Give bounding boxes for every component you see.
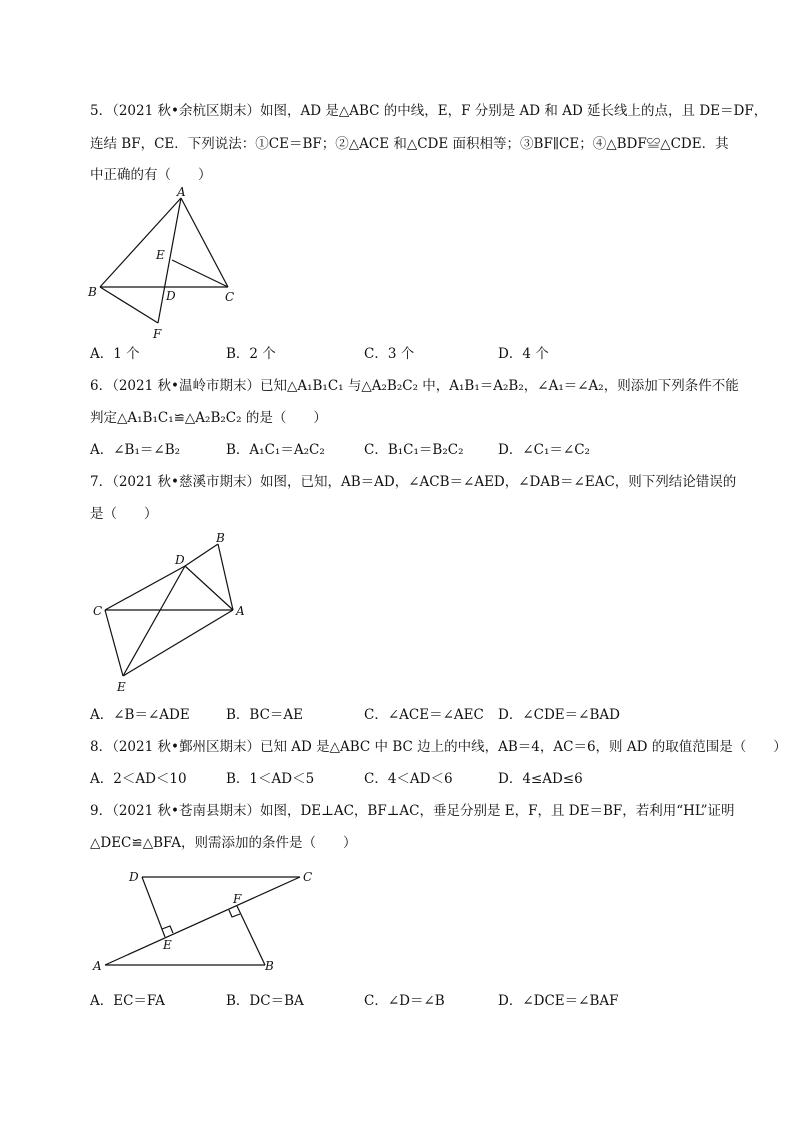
q9-text-line1: 9．（2021 秋•苍南县期末）如图，DE⊥AC，BF⊥AC，垂足分别是 E，F，且 DE＝BF，若利用“HL”证明 — [90, 803, 735, 819]
q7-segment-ea — [123, 610, 233, 676]
q5-segment-ab — [100, 198, 181, 287]
q9-label-b: B — [265, 959, 274, 973]
q5-segment-bf — [100, 287, 158, 323]
q9-option-a[interactable]: A．EC＝FA — [90, 993, 165, 1009]
q5-option-c[interactable]: C．3 个 — [364, 346, 415, 362]
q7-label-c: C — [93, 604, 103, 618]
q7-segment-da — [185, 566, 233, 610]
q9-option-d[interactable]: D．∠DCE＝∠BAF — [498, 993, 619, 1009]
q9-label-a: A — [93, 959, 102, 973]
q6-option-d[interactable]: D．∠C₁＝∠C₂ — [498, 442, 590, 458]
q5-label-f: F — [153, 327, 162, 341]
q5-label-e: E — [156, 248, 165, 262]
q9-figure — [85, 862, 325, 982]
q8-text-line1: 8．（2021 秋•鄞州区期末）已知 AD 是△ABC 中 BC 边上的中线，AB＝4，AC＝6，则 AD 的取值范围是（ ） — [90, 739, 787, 755]
q9-segment-de — [142, 877, 165, 937]
q8-option-b[interactable]: B．1＜AD＜5 — [226, 771, 315, 787]
q7-option-d[interactable]: D．∠CDE＝∠BAD — [498, 707, 620, 723]
q9-segment-fb — [237, 906, 265, 965]
q9-option-c[interactable]: C．∠D＝∠B — [364, 993, 445, 1009]
q5-segment-ac — [181, 198, 228, 287]
q7-label-d: D — [175, 553, 185, 567]
q9-label-f: F — [233, 892, 242, 906]
q8-option-d[interactable]: D．4≤AD≤6 — [498, 771, 583, 787]
q7-label-b: B — [216, 531, 225, 545]
q5-option-a[interactable]: A．1 个 — [90, 346, 140, 362]
q9-segment-ac — [105, 877, 300, 965]
q5-text-line2: 连结 BF，CE．下列说法：①CE＝BF；②△ACE 和△CDE 面积相等；③BF∥CE；④△BDF≌△CDE．其 — [90, 136, 729, 152]
q7-segment-ce — [105, 610, 123, 676]
q6-option-a[interactable]: A．∠B₁＝∠B₂ — [90, 442, 181, 458]
q7-text-line1: 7．（2021 秋•慈溪市期末）如图，已知，AB＝AD，∠ACB＝∠AED，∠DAB＝∠EAC，则下列结论错误的 — [90, 474, 737, 490]
q8-option-a[interactable]: A．2＜AD＜10 — [90, 771, 187, 787]
q5-option-b[interactable]: B．2 个 — [226, 346, 276, 362]
q7-option-a[interactable]: A．∠B＝∠ADE — [90, 707, 190, 723]
q6-option-b[interactable]: B．A₁C₁＝A₂C₂ — [226, 442, 325, 458]
q7-segment-db — [185, 544, 218, 566]
q5-text-line1: 5．（2021 秋•余杭区期末）如图，AD 是△ABC 的中线，E，F 分别是 AD 和 AD 延长线上的点，且 DE＝DF， — [90, 103, 768, 119]
q6-option-c[interactable]: C．B₁C₁＝B₂C₂ — [364, 442, 464, 458]
q9-label-e: E — [163, 938, 172, 952]
q8-option-c[interactable]: C．4＜AD＜6 — [364, 771, 453, 787]
q5-label-c: C — [225, 290, 235, 304]
q6-text-line1: 6．（2021 秋•温岭市期末）已知△A₁B₁C₁ 与△A₂B₂C₂ 中，A₁B₁＝A₂B₂，∠A₁＝∠A₂，则添加下列条件不能 — [90, 378, 739, 394]
q7-text-line2: 是（ ） — [90, 506, 158, 522]
q5-segment-ce — [172, 260, 228, 287]
q9-option-b[interactable]: B．DC＝BA — [226, 993, 304, 1009]
q5-label-a: A — [177, 185, 186, 199]
q7-segment-ba — [218, 544, 233, 610]
q5-label-d: D — [166, 289, 176, 303]
q5-option-d[interactable]: D．4 个 — [498, 346, 549, 362]
q5-text-line3: 中正确的有（ ） — [90, 167, 212, 183]
q9-right-angle-f — [229, 910, 240, 917]
q6-text-line2: 判定△A₁B₁C₁≌△A₂B₂C₂ 的是（ ） — [90, 410, 327, 426]
q9-text-line2: △DEC≌△BFA，则需添加的条件是（ ） — [90, 835, 357, 851]
q7-label-a: A — [236, 604, 245, 618]
q7-option-b[interactable]: B．BC＝AE — [226, 707, 304, 723]
q5-figure — [80, 185, 260, 345]
q9-label-d: D — [129, 870, 139, 884]
q9-label-c: C — [303, 870, 313, 884]
q5-label-b: B — [88, 285, 97, 299]
q7-option-c[interactable]: C．∠ACE＝∠AEC — [364, 707, 484, 723]
q7-label-e: E — [117, 680, 126, 694]
q7-figure — [85, 530, 260, 695]
